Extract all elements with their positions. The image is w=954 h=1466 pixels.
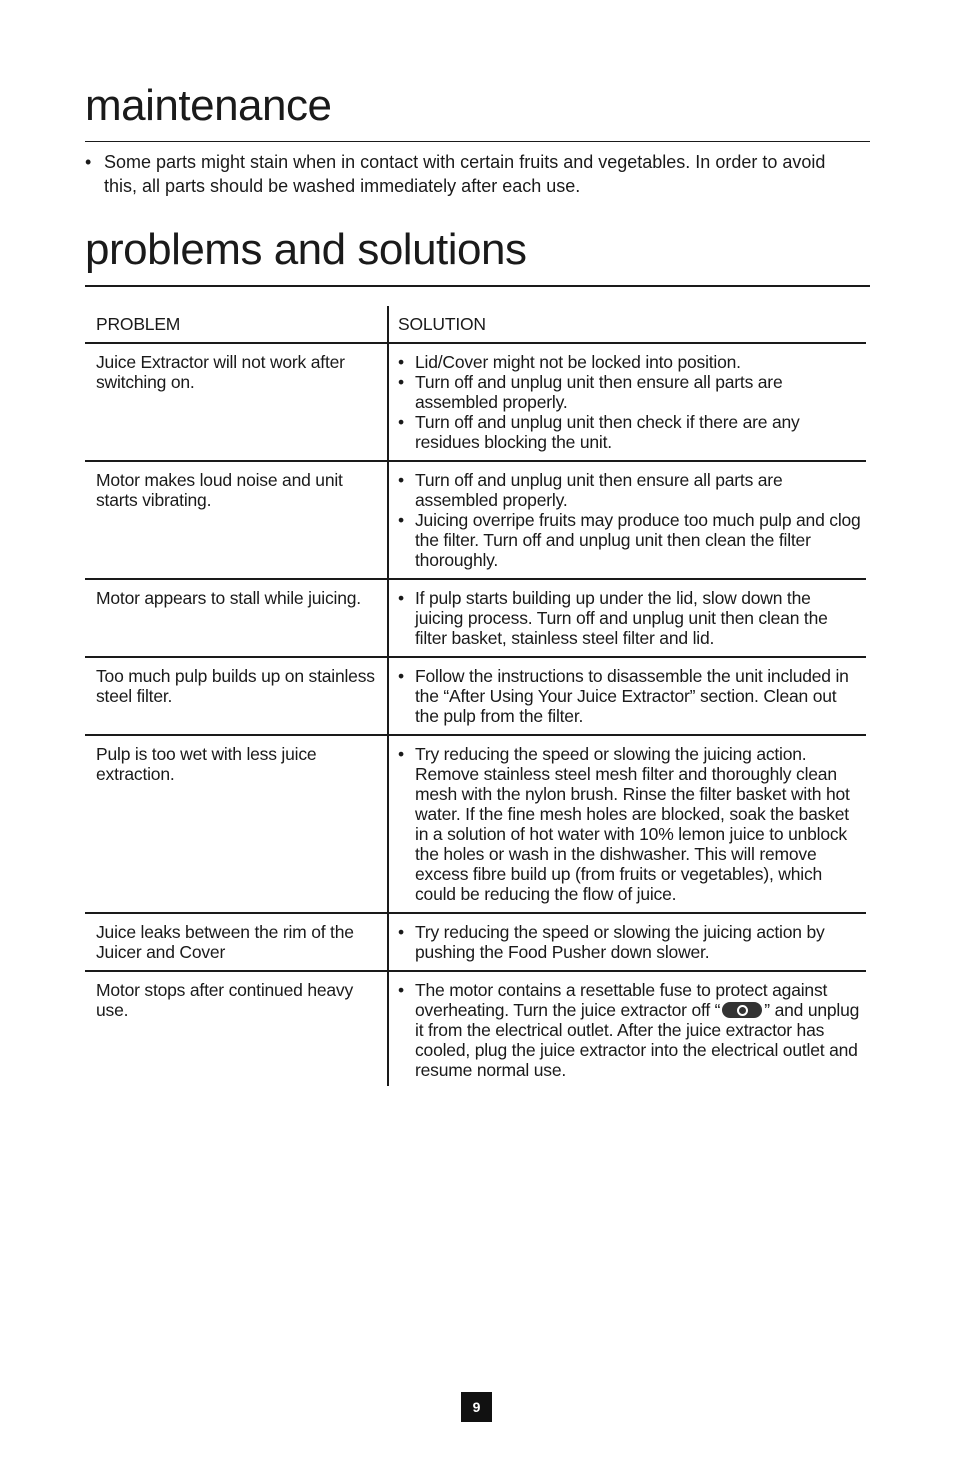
table-body [85,343,866,1086]
solution-item [398,372,862,412]
table-row [85,579,866,657]
table-header-row [85,306,866,343]
table-row [85,343,866,461]
table-row [85,461,866,579]
off-switch-icon [722,1002,762,1018]
problem-cell: Juice leaks between the rim of the Juicer and Cover [96,922,354,962]
page-number: 9 [461,1392,492,1422]
solution-text: Turn off and unplug unit then check if there are any residues blocking the unit. [415,412,800,452]
problem-cell: Pulp is too wet with less juice extraction. [96,744,317,784]
solution-item [398,412,862,452]
table-row [85,657,866,735]
solution-cell [388,657,866,735]
table-row [85,913,866,971]
solution-text: Turn off and unplug unit then ensure all parts are assembled properly. [415,470,783,510]
problems-solutions-table [85,306,866,1086]
table-row [85,971,866,1086]
problem-cell: Motor appears to stall while juicing. [96,588,361,608]
solution-text: Turn off and unplug unit then ensure all parts are assembled properly. [415,372,783,412]
bullet: • [398,372,404,392]
maintenance-divider [85,141,870,142]
solution-text: Juicing overripe fruits may produce too much pulp and clog the filter. Turn off and unplug unit then clean the filter thoroughly. [415,510,861,570]
solution-text: Try reducing the speed or slowing the juicing action by pushing the Food Pusher down slower. [415,922,825,962]
solution-item [398,588,862,648]
maintenance-heading: maintenance [85,81,332,130]
bullet: • [398,744,404,764]
problem-cell: Too much pulp builds up on stainless steel filter. [96,666,375,706]
solution-text: Follow the instructions to disassemble the unit included in the “After Using Your Juice Extractor” section. Clean out the pulp from the filter. [415,666,849,726]
solution-item [398,744,862,904]
bullet: • [398,510,404,530]
problem-cell: Motor stops after continued heavy use. [96,980,354,1020]
problem-column-header: PROBLEM [85,306,388,343]
solution-text: If pulp starts building up under the lid, slow down the juicing process. Turn off and unplug unit then clean the filter basket, stainless steel filter and lid. [415,588,828,648]
bullet: • [398,922,404,942]
problems-solutions-heading: problems and solutions [85,225,527,274]
solution-text: Try reducing the speed or slowing the juicing action. Remove stainless steel mesh filter and thoroughly clean mesh with the nylon brush. Rinse the filter basket with hot water. If the fine mesh holes are blocked, soak the basket in a solution of hot water with 10% lemon juice to unblock the holes or wash in the dishwasher. This will remove excess fibre build up (from fruits or vegetables), which could be reducing the flow of juice. [415,744,850,904]
maintenance-note [85,150,855,198]
table-row [85,735,866,913]
solution-text-part: ” and unplug it from the electrical outlet. After the juice extractor has cooled, plug the juice extractor into the electrical outlet and resume normal use. [415,1000,860,1080]
bullet: • [398,352,404,372]
bullet: • [398,470,404,490]
solution-item [398,510,862,570]
solution-item [398,470,862,510]
solution-cell [388,735,866,913]
bullet: • [85,152,92,172]
solution-text [415,980,862,1080]
bullet: • [398,412,404,432]
problem-cell: Juice Extractor will not work after switching on. [96,352,345,392]
solution-text: Lid/Cover might not be locked into position. [415,352,741,372]
solution-cell [388,579,866,657]
solution-cell [388,913,866,971]
solution-column-header: SOLUTION [388,306,866,343]
solution-item [398,922,862,962]
bullet: • [398,666,404,686]
solution-cell [388,971,866,1086]
bullet: • [398,980,404,1000]
solution-cell [388,461,866,579]
problem-cell: Motor makes loud noise and unit starts vibrating. [96,470,343,510]
problems-solutions-divider [85,285,870,287]
maintenance-note-text: Some parts might stain when in contact with certain fruits and vegetables. In order to avoid this, all parts should be washed immediately after each use. [104,152,826,196]
solution-cell [388,343,866,461]
solution-item [398,980,862,1080]
solution-text-part: The motor contains a resettable fuse to protect against overheating. Turn the juice extractor off “ [415,980,828,1020]
bullet: • [398,588,404,608]
solution-item [398,666,862,726]
solution-item [398,352,862,372]
